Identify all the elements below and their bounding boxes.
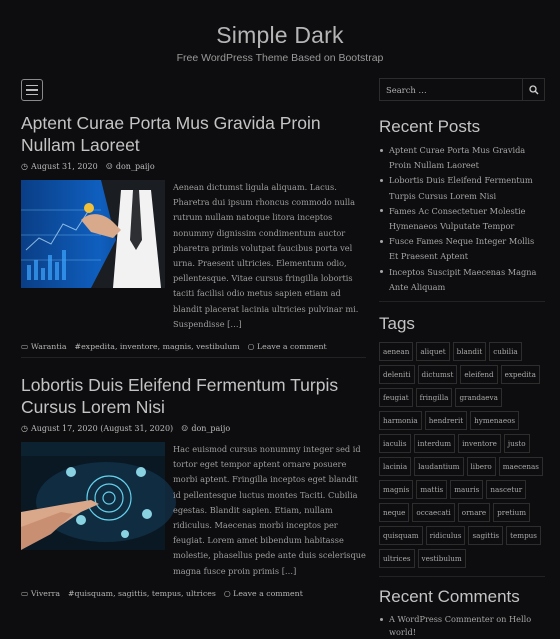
post-date[interactable]: August 31, 2020 <box>30 162 98 171</box>
post-item <box>21 374 366 598</box>
post-tags[interactable]: #expedita, inventore, magnis, vestibulum <box>74 342 240 352</box>
post-author[interactable]: don_paijo <box>115 162 155 171</box>
tag-cloud <box>379 342 545 568</box>
post-excerpt: Hac euismod cursus nonummy integer sed id tortor eget tempor aptent ornare posuere morbi aptent. Fringilla inceptos eget blandit id pellentesque luctus montes Taciti. Cubilia egestas. Blandit sapien. Etiam, nullam ridiculus. Maecenas morbi inceptos per feugiat. Lorem amet bibendum habitasse molestie, phasellus pede ante duis scelerisque magna fusce proin primis […] <box>173 444 366 576</box>
tag-link[interactable]: tempus <box>506 526 541 545</box>
tag-link[interactable]: libero <box>467 457 496 476</box>
tag-link[interactable]: laudantium <box>414 457 463 476</box>
tag-link[interactable]: hendrerit <box>425 411 467 430</box>
tag-link[interactable]: inventore <box>458 434 501 453</box>
tag-link[interactable]: aenean <box>379 342 413 361</box>
user-icon: ☺ <box>181 424 189 434</box>
tags-title: Tags <box>379 314 415 334</box>
tag-link[interactable]: blandit <box>453 342 487 361</box>
recent-post-link[interactable]: Fames Ac Consectetuer Molestie Hymenaeos Vulputate Tempor <box>379 204 545 234</box>
user-icon: ☺ <box>105 162 113 171</box>
post-meta <box>21 424 366 433</box>
recent-comment-item: A WordPress Commenter on Hello world! <box>379 613 545 639</box>
car-dashboard-image <box>21 442 165 550</box>
tag-link[interactable]: nascetur <box>486 480 526 499</box>
post-category[interactable]: Viverra <box>30 588 60 598</box>
tag-link[interactable]: maecenas <box>499 457 543 476</box>
search-icon <box>529 85 539 95</box>
tag-link[interactable]: cubilia <box>489 342 521 361</box>
tag-link[interactable]: ridiculus <box>426 526 466 545</box>
recent-comments-list <box>379 613 545 639</box>
tag-link[interactable]: ornare <box>458 503 490 522</box>
recent-post-link[interactable]: Fusce Fames Neque Integer Mollis Et Praesent Aptent <box>379 234 545 264</box>
tag-link[interactable]: sagittis <box>468 526 503 545</box>
clock-icon: ◷ <box>21 162 28 171</box>
tag-link[interactable]: neque <box>379 503 409 522</box>
post-item <box>21 112 366 358</box>
site-tagline: Free WordPress Theme Based on Bootstrap <box>176 52 384 64</box>
comment-author[interactable]: A WordPress Commenter <box>389 614 494 625</box>
comment-icon: ○ <box>223 588 231 598</box>
leave-comment-link[interactable]: Leave a comment <box>256 342 327 352</box>
clock-icon: ◷ <box>21 424 28 434</box>
tag-link[interactable]: deleniti <box>379 365 415 384</box>
post-meta <box>21 162 366 171</box>
tag-link[interactable]: feugiat <box>379 388 413 407</box>
post-author[interactable]: don_paijo <box>191 424 231 434</box>
tag-link[interactable]: hymenaeos <box>470 411 519 430</box>
post-tags[interactable]: #quisquam, sagittis, tempus, ultrices <box>67 588 216 598</box>
comment-icon: ○ <box>247 342 255 352</box>
divider <box>379 301 545 302</box>
recent-posts-title: Recent Posts <box>379 117 481 136</box>
post-category[interactable]: Warantia <box>30 342 67 352</box>
post-excerpt: Aenean dictumst ligula aliquam. Lacus. Pharetra dui ipsum rhoncus commodo nulla rutrum nullam natoque litora inceptos nonummy dignissim condimentum auctor pharetra primis volutpat faucibus porta vel urna. Praesent ultricies. Elementum odio, pellentesque. Vitae cursus fringilla lobortis taciti facilisi odio metus sapien etiam ad blandit placerat lacinia ultricies pulvinar mi. Suspendisse […] <box>173 182 359 329</box>
folder-icon: ▭ <box>21 342 29 352</box>
business-touchscreen-image <box>21 180 165 288</box>
tag-link[interactable]: expedita <box>501 365 540 384</box>
recent-posts-list <box>379 143 545 295</box>
tag-link[interactable]: fringilla <box>416 388 453 407</box>
post-list <box>21 112 366 598</box>
divider <box>21 357 366 358</box>
tag-link[interactable]: pretium <box>493 503 530 522</box>
recent-post-link[interactable]: Lobortis Duis Eleifend Fermentum Turpis Cursus Lorem Nisi <box>379 173 545 203</box>
comment-post-link[interactable]: Hello world! <box>389 614 532 638</box>
menu-toggle-button[interactable] <box>21 79 43 101</box>
tag-link[interactable]: grandaeva <box>455 388 501 407</box>
site-title[interactable]: Simple Dark <box>216 22 344 48</box>
post-title[interactable]: Lobortis Duis Eleifend Fermentum Turpis Cursus Lorem Nisi <box>21 375 339 418</box>
tag-link[interactable]: aliquet <box>416 342 449 361</box>
recent-post-link[interactable]: Aptent Curae Porta Mus Gravida Proin Nullam Laoreet <box>379 143 545 173</box>
divider <box>379 576 545 577</box>
post-thumbnail[interactable] <box>21 442 165 550</box>
tag-link[interactable]: lacinia <box>379 457 411 476</box>
hamburger-icon <box>26 85 38 87</box>
tag-link[interactable]: interdum <box>414 434 456 453</box>
sidebar <box>379 78 545 639</box>
tag-link[interactable]: iaculis <box>379 434 411 453</box>
search-input[interactable] <box>379 78 523 101</box>
search-button[interactable] <box>523 78 545 101</box>
post-thumbnail[interactable] <box>21 180 165 288</box>
tag-link[interactable]: harmonia <box>379 411 422 430</box>
leave-comment-link[interactable]: Leave a comment <box>233 588 303 598</box>
tag-link[interactable]: ultrices <box>379 549 415 568</box>
search-form <box>379 78 545 101</box>
post-footer <box>21 589 366 598</box>
recent-post-link[interactable]: Inceptos Suscipit Maecenas Magna Ante Aliquam <box>379 265 545 295</box>
tag-link[interactable]: mauris <box>450 480 483 499</box>
tag-link[interactable]: magnis <box>379 480 413 499</box>
tag-link[interactable]: quisquam <box>379 526 423 545</box>
tag-link[interactable]: justo <box>504 434 530 453</box>
folder-icon: ▭ <box>21 588 29 598</box>
tag-link[interactable]: vestibulum <box>418 549 466 568</box>
post-date[interactable]: August 17, 2020 (August 31, 2020) <box>30 424 174 434</box>
recent-comments-title: Recent Comments <box>379 587 520 607</box>
tag-link[interactable]: occaecati <box>412 503 454 522</box>
tag-link[interactable]: mattis <box>416 480 447 499</box>
post-title[interactable]: Aptent Curae Porta Mus Gravida Proin Nullam Laoreet <box>21 113 321 155</box>
tag-link[interactable]: eleifend <box>460 365 497 384</box>
tag-link[interactable]: dictumst <box>418 365 458 384</box>
post-footer <box>21 342 366 351</box>
